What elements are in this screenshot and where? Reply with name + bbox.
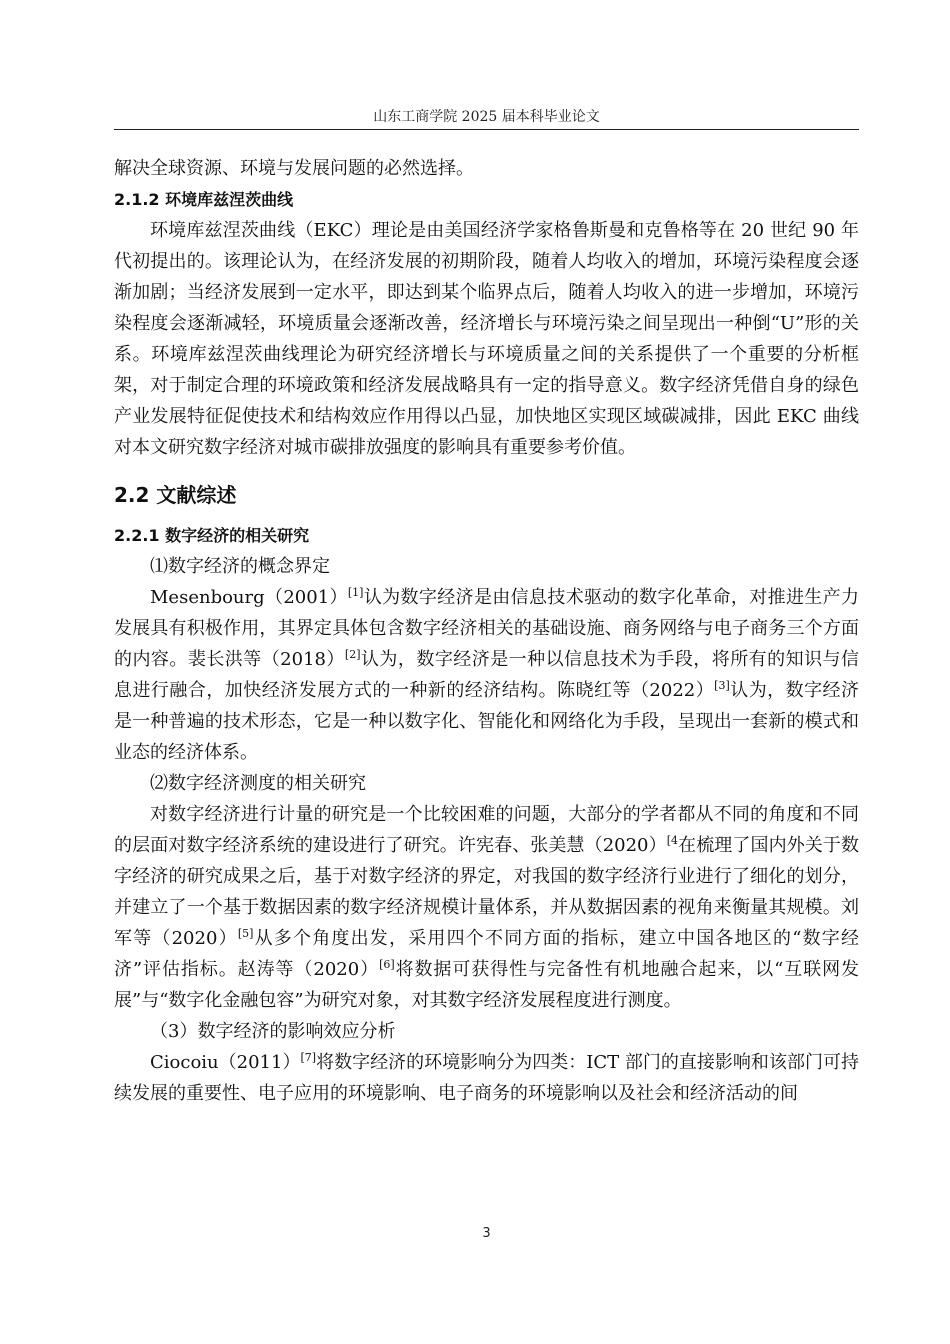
page-body xyxy=(114,153,859,1109)
text-run: 认为数字经济是由信息技术驱动的数字化革命，对推进生产力发展具有积极作用，其界定具体包含数字经济相关的基础设施、商务网络与电子商务三个方面的内容。裴长洪等（2018） xyxy=(114,587,860,670)
subheading-effects: （3）数字经济的影响效应分析 xyxy=(150,1021,396,1042)
text-run: Ciocoiu（2011） xyxy=(150,1052,301,1073)
text-run: 将数据可获得性与完备性有机地融合起来，以“互联网发展”与“数字化金融包容”为研究对象，对其数字经济发展程度进行测度。 xyxy=(114,959,860,1011)
text-run: 认为，数字经济是一种以信息技术为手段，将所有的知识与信息进行融合，加快经济发展方式的一种新的经济结构。陈晓红等（2022） xyxy=(114,649,859,701)
citation-2[interactable]: [2] xyxy=(344,648,361,661)
paragraph-effects xyxy=(114,1047,859,1109)
text-run: 从多个角度出发，采用四个不同方面的指标，建立中国各地区的“数字经济”评估指标。赵涛等（2020） xyxy=(114,928,859,980)
citation-5[interactable]: [5] xyxy=(237,927,254,940)
section-heading-2-1-2: 2.1.2 环境库兹涅茨曲线 xyxy=(114,190,294,209)
text-run: 认为，数字经济是一种普遍的技术形态，它是一种以数字化、智能化和网络化为手段，呈现出一套新的模式和业态的经济体系。 xyxy=(114,680,860,763)
header-rule xyxy=(114,129,859,130)
citation-4[interactable]: [4 xyxy=(666,834,678,847)
citation-3[interactable]: [3] xyxy=(714,679,730,692)
paragraph-concept xyxy=(114,582,859,768)
paragraph-measurement xyxy=(114,799,859,1016)
subheading-concept: ⑴数字经济的概念界定 xyxy=(150,556,330,577)
citation-7[interactable]: [7] xyxy=(300,1051,317,1064)
section-heading-2-2: 2.2 文献综述 xyxy=(114,483,237,507)
section-heading-2-2-1: 2.2.1 数字经济的相关研究 xyxy=(114,526,310,545)
citation-1[interactable]: [1] xyxy=(347,586,364,599)
citation-6[interactable]: [6] xyxy=(379,958,395,971)
text-run: 将数字经济的环境影响分为四类：ICT 部门的直接影响和该部门可持续发展的重要性、电子应用的环境影响、电子商务的环境影响以及社会和经济活动的间 xyxy=(114,1052,859,1104)
text-run: 对数字经济进行计量的研究是一个比较困难的问题，大部分的学者都从不同的角度和不同的层面对数字经济系统的建设进行了研究。许宪春、张美慧（2020） xyxy=(114,804,859,856)
paragraph-ekc: 环境库兹涅茨曲线（EKC）理论是由美国经济学家格鲁斯曼和克鲁格等在 20 世纪 90 年代初提出的。该理论认为，在经济发展的初期阶段，随着人均收入的增加，环境污染程度会逐渐加剧；当经济发展到一定水平，即达到某个临界点后，随着人均收入的进一步增加，环境污染程度会逐渐减轻，环境质量会逐渐改善，经济增长与环境污染之间呈现出一种倒“U”形的关系。环境库兹涅茨曲线理论为研究经济增长与环境质量之间的关系提供了一个重要的分析框架，对于制定合理的环境政策和经济发展战略具有一定的指导意义。数字经济凭借自身的绿色产业发展特征促使技术和结构效应作用得以凸显，加快地区实现区域碳减排，因此 EKC 曲线对本文研究数字经济对城市碳排放强度的影响具有重要参考价值。 xyxy=(114,220,859,458)
subheading-measurement: ⑵数字经济测度的相关研究 xyxy=(150,773,366,794)
page-number: 3 xyxy=(482,1226,491,1241)
text-run: Mesenbourg（2001） xyxy=(150,587,348,608)
running-header: 山东工商学院 2025 届本科毕业论文 xyxy=(373,109,600,125)
text-run: 在梳理了国内外关于数字经济的研究成果之后，基于对数字经济的界定，对我国的数字经济行业进行了细化的划分，并建立了一个基于数据因素的数字经济规模计量体系，并从数据因素的视角来衡量其规模。刘军等（2020） xyxy=(114,835,859,949)
paragraph-continuation: 解决全球资源、环境与发展问题的必然选择。 xyxy=(114,158,474,179)
